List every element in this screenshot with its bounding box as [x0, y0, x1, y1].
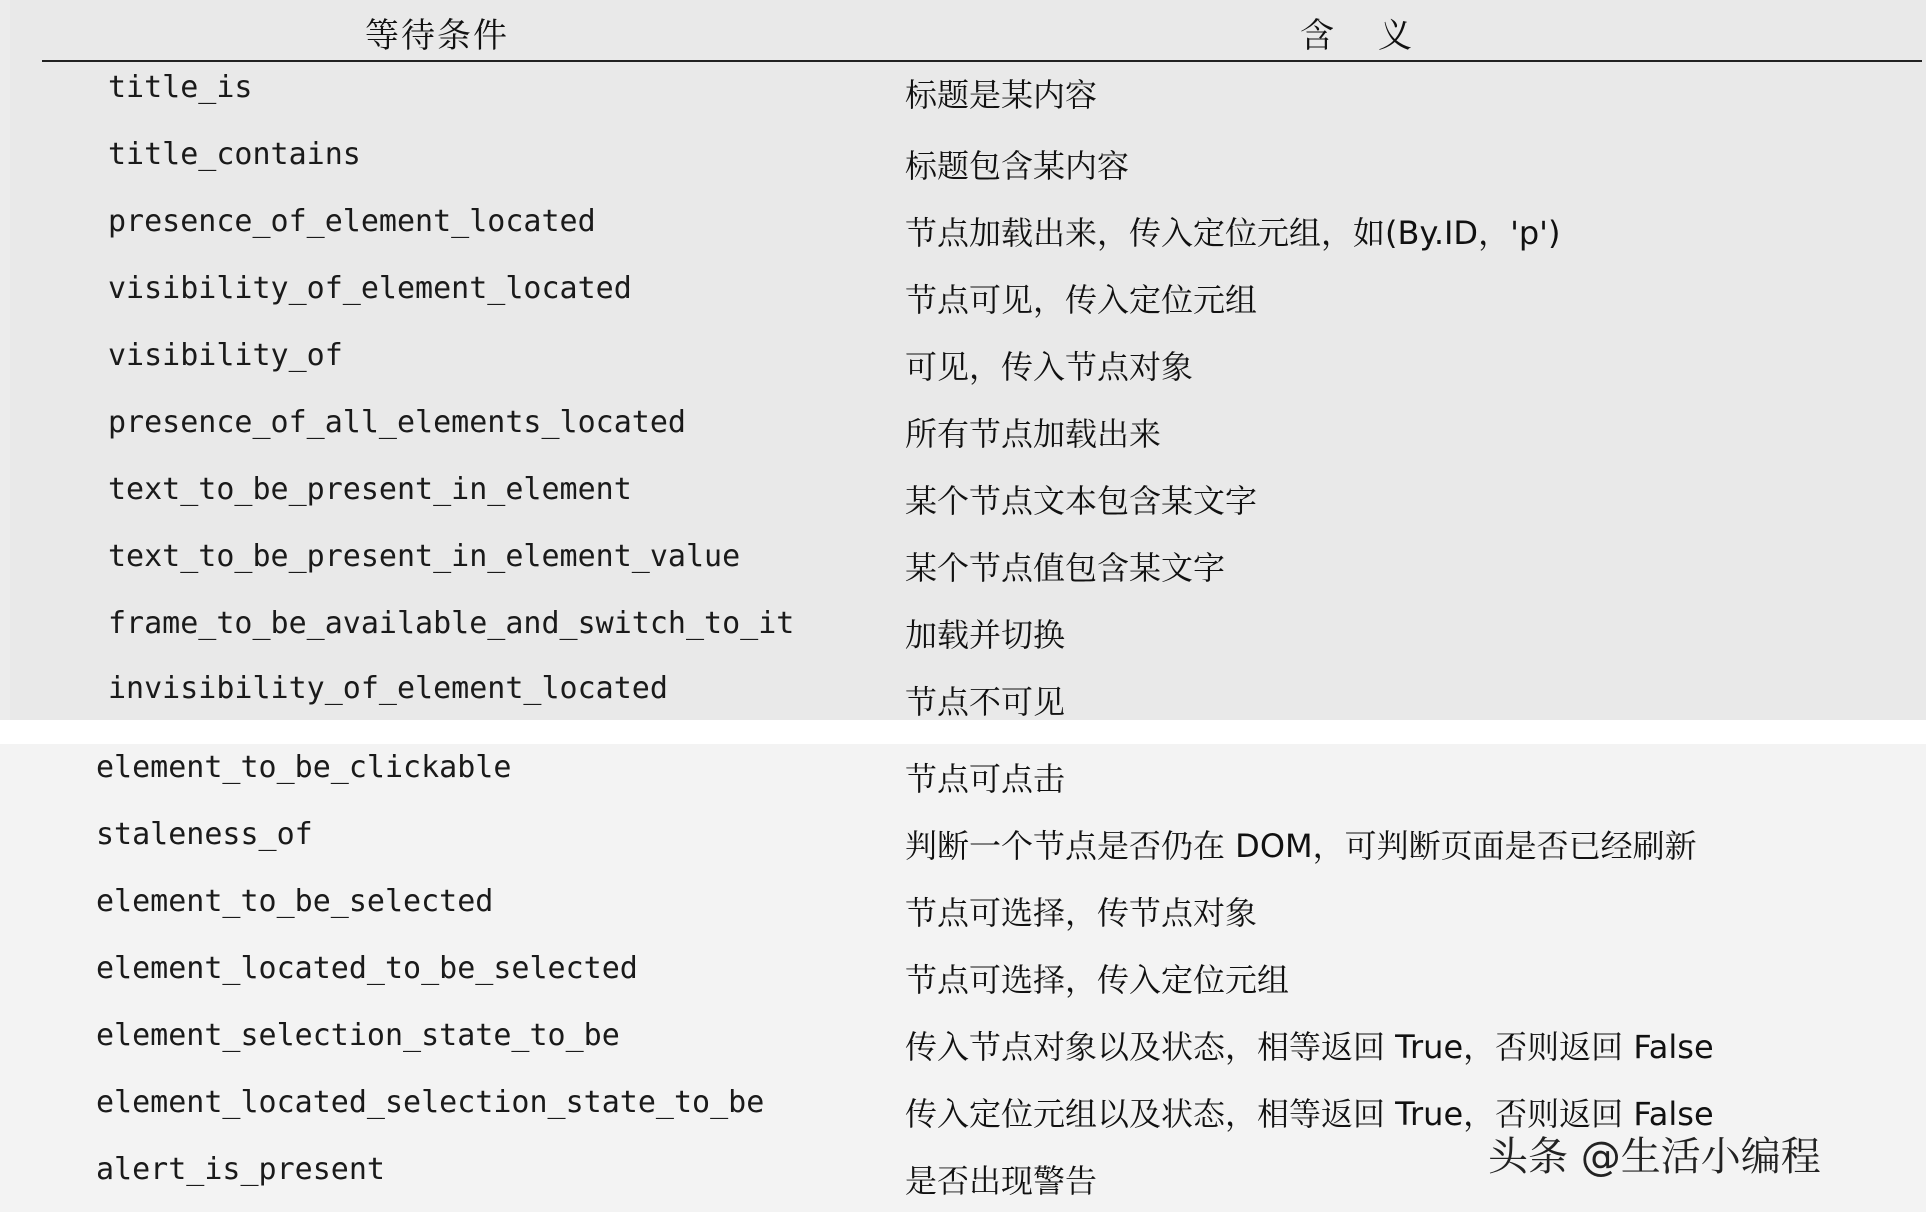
table-row [0, 403, 1926, 463]
meaning-cell: 传入节点对象以及状态，相等返回 True，否则返回 False [905, 1028, 1714, 1066]
meaning-cell: 节点可选择，传入定位元组 [905, 961, 1290, 999]
condition-cell: title_is [108, 70, 253, 105]
table-row [0, 470, 1926, 530]
table-row [0, 68, 1926, 128]
meaning-cell: 某个节点文本包含某文字 [905, 482, 1258, 520]
condition-cell: visibility_of_element_located [108, 271, 632, 306]
condition-cell: invisibility_of_element_located [108, 671, 668, 706]
condition-cell: text_to_be_present_in_element [108, 472, 632, 507]
meaning-cell: 所有节点加载出来 [905, 415, 1162, 453]
condition-cell: staleness_of [96, 817, 313, 852]
condition-cell: presence_of_element_located [108, 204, 596, 239]
table-row [0, 135, 1926, 195]
column-header-condition: 等待条件 [365, 16, 509, 56]
condition-cell: element_selection_state_to_be [96, 1018, 620, 1053]
meaning-cell: 节点可见，传入定位元组 [905, 281, 1258, 319]
table-row [0, 1016, 1926, 1076]
meaning-cell: 是否出现警告 [905, 1162, 1098, 1200]
watermark-text: 头条 @生活小编程 [1488, 1134, 1821, 1180]
table-row [0, 815, 1926, 875]
table-row [0, 671, 1926, 731]
condition-cell: alert_is_present [96, 1152, 385, 1187]
table-row [0, 882, 1926, 942]
meaning-cell: 节点不可见 [905, 683, 1066, 721]
meaning-cell: 标题是某内容 [905, 76, 1098, 114]
condition-cell: element_to_be_clickable [96, 750, 512, 785]
table-row [0, 336, 1926, 396]
condition-cell: element_located_selection_state_to_be [96, 1085, 765, 1120]
table-row [0, 949, 1926, 1009]
condition-cell: frame_to_be_available_and_switch_to_it [108, 606, 795, 641]
meaning-cell: 传入定位元组以及状态，相等返回 True，否则返回 False [905, 1095, 1714, 1133]
condition-cell: element_to_be_selected [96, 884, 494, 919]
meaning-cell: 加载并切换 [905, 616, 1066, 654]
meaning-cell: 可见，传入节点对象 [905, 348, 1194, 386]
meaning-cell: 判断一个节点是否仍在 DOM，可判断页面是否已经刷新 [905, 827, 1697, 865]
meaning-cell: 某个节点值包含某文字 [905, 549, 1226, 587]
table-row [0, 269, 1926, 329]
meaning-cell: 节点可选择，传节点对象 [905, 894, 1258, 932]
condition-cell: title_contains [108, 137, 361, 172]
table-row [0, 748, 1926, 808]
table-row [0, 537, 1926, 597]
meaning-cell: 标题包含某内容 [905, 147, 1130, 185]
condition-cell: text_to_be_present_in_element_value [108, 539, 741, 574]
meaning-cell: 节点可点击 [905, 760, 1066, 798]
header-rule [42, 60, 1922, 62]
meaning-cell: 节点加载出来，传入定位元组，如(By.ID，'p') [905, 214, 1561, 252]
condition-cell: presence_of_all_elements_located [108, 405, 686, 440]
column-header-meaning: 含义 [1300, 16, 1456, 56]
table-row [0, 604, 1926, 664]
condition-cell: element_located_to_be_selected [96, 951, 638, 986]
table-row [0, 202, 1926, 262]
condition-cell: visibility_of [108, 338, 343, 373]
